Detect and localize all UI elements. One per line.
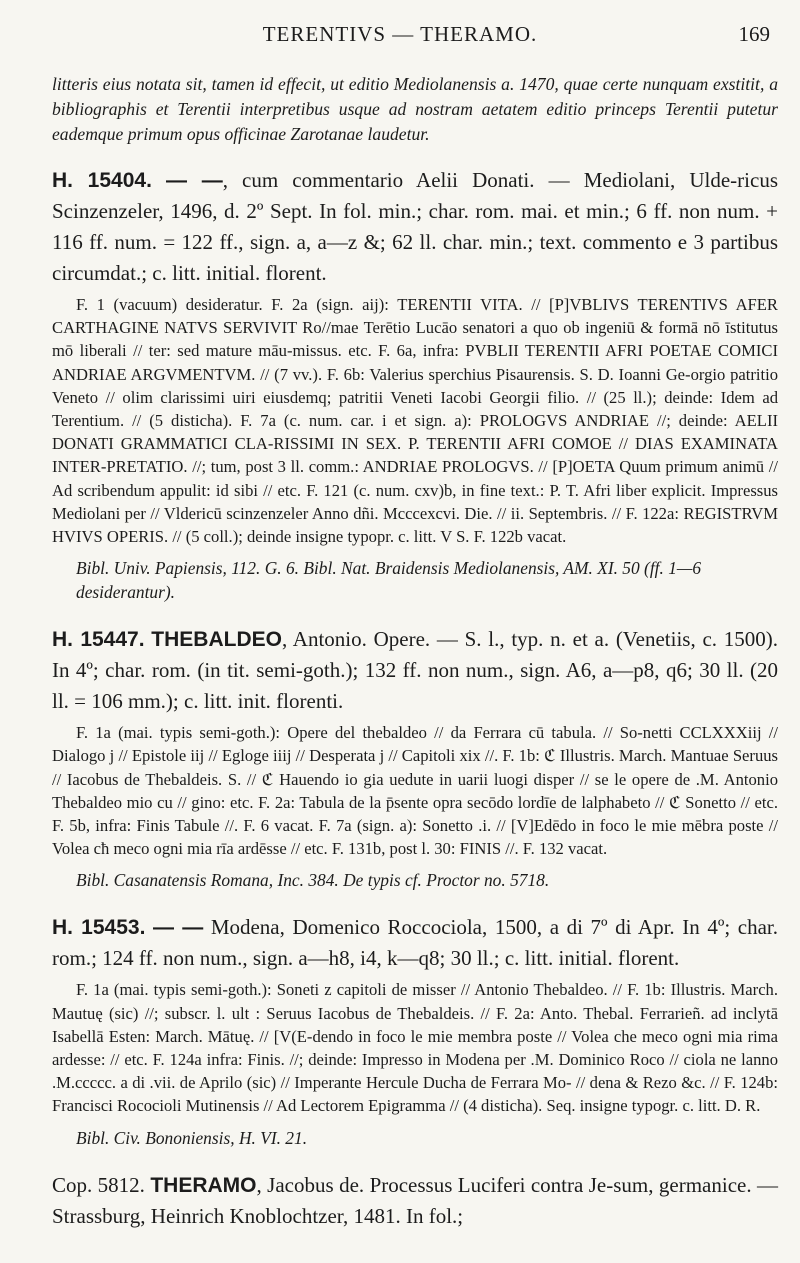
catalog-entry <box>52 912 778 1149</box>
entry-author: — — <box>153 916 204 940</box>
entry-heading <box>52 912 778 974</box>
copinger-entry <box>52 1170 778 1232</box>
running-title: TERENTIVS — THERAMO. <box>262 22 538 46</box>
running-head <box>0 22 800 52</box>
entry-title-text: , Jacobus de. Processus Luciferi contra Je-sum, germanice. — Strassburg, Heinrich Knoblochtzer, 1481. In fol.; <box>52 1172 778 1228</box>
entry-library: Bibl. Univ. Papiensis, 112. G. 6. Bibl. Nat. Braidensis Mediolanensis, AM. XI. 50 (ff. 1—6 desiderantur). <box>76 558 702 603</box>
entry-heading <box>52 624 778 717</box>
catalog-entry <box>52 165 778 604</box>
entry-description: F. 1 (vacuum) desideratur. F. 2a (sign. aij): TERENTII VITA. // [P]VBLIVS TERENTIVS AFER CARTHAGINE NATVS SERVIVIT Ro//mae Terētio Lucāo senatori a quo ob ingeniū & formā nō īstitutus mō liberali // ter: sed mature māu-missus. etc. F. 6a, infra: PVBLII TERENTII AFRI POETAE COMICI ANDRIAE ARGVMENTVM. // (7 vv.). F. 6b: Valerius sperchius Pisaurensis. S. D. Ioanni Ge-orgio patritio Veneto // olim clarissimi uiri eiusdemq; patritii Veneti Iacobi Georgii filio. // (25 ll.); deinde: Idem ad Terentium. // (5 disticha). F. 7a (c. num. car. i et sign. a): PROLOGVS ANDRIAE //; deinde: AELII DONATI GRAMMATICI CLA-RISSIMI IN SEX. P. TERENTII AFRI COMOE // DIAS EXAMINATA INTER-PRETATIO. //; tum, post 3 ll. comm.: ANDRIAE PROLOGVS. // [P]OETA Quum primum animū // Ad scribendum appulit: id sibi // etc. F. 121 (c. num. cxv)b, in fine text.: P. T. Afri liber explicit. Impressus Mediolani per // Vldericū scinzenzeler Anno dñi. Mcccexcvi. Die. // ii. Septembris. // F. 122a: REGISTRVM HVIVS OPERIS. // (5 coll.); deinde insigne typopr. c. litt. V S. F. 122b vacat. <box>52 295 778 547</box>
entry-number: H. 15404. <box>52 169 152 192</box>
entry-author: THEBALDEO <box>151 628 282 652</box>
entry-title-text: , Antonio. Opere. — S. l., typ. n. et a. (Venetiis, c. 1500). In 4º; char. rom. (in tit. semi-goth.); 132 ff. non num., sign. A6, a—p8, q6; 30 ll. (20 ll. = 106 mm.); c. litt. init. florenti. <box>52 627 778 714</box>
intro-paragraph: litteris eius notata sit, tamen id effecit, ut editio Mediolanensis a. 1470, quae certe nunquam exstitit, a bibliographis et Terentii interpretibus usque ad nostram aetatem editio princeps Terentii putetur eademque primum opus officinae Zarotanae laudetur. <box>52 74 778 144</box>
entry-number: H. 15447. <box>52 628 145 652</box>
entry-author: — — <box>166 169 223 192</box>
entry-number: H. 15453. <box>52 916 146 940</box>
entry-heading <box>52 165 778 289</box>
page-number: 169 <box>738 22 770 46</box>
entry-library: Bibl. Civ. Bononiensis, H. VI. 21. <box>76 1127 308 1148</box>
page-body <box>52 72 778 1253</box>
entry-title-text: , cum commentario Aelii Donati. — Mediolani, Ulde-ricus Scinzenzeler, 1496, d. 2º Sept. In fol. min.; char. rom. mai. et min.; 6 ff. non num. + 116 ff. num. = 122 ff., sign. a, a—z &; 62 ll. char. min.; text. commento e 3 partibus circumdat.; c. litt. initial. florent. <box>52 168 778 285</box>
entry-description: F. 1a (mai. typis semi-goth.): Soneti z capitoli de misser // Antonio Thebaldeo. // F. 1b: Illustris. March. Mautuę (sic) //; subscr. l. ult : Seruus Iacobus de Thebaldeis. // F. 2a: Anto. Thebal. Ferrarieñ. ad inclytā Isabellā Esten: March. Mātuę. // [V(E-dendo in foco le mie membra poste // Volea che meco ogni mia rima ardesse: // etc. F. 124a infra: Finis. //; deinde: Impresso in Modena per .M. Dominico Roco // ciola ne lanno .M.ccccc. a di .vii. de Aprilo (sic) // Imperante Hercule Ducha de Ferrara Mo- // dena & Rezo &c. // F. 124b: Francisci Rococioli Mutinensis // Ad Lectorem Epigramma // (4 disticha). Seq. insigne typogr. c. litt. D. R. <box>52 980 778 1116</box>
entry-library: Bibl. Casanatensis Romana, Inc. 384. De typis cf. Proctor no. 5718. <box>76 870 550 891</box>
entry-number: Cop. 5812. <box>52 1172 145 1197</box>
entry-title-text: Modena, Domenico Roccociola, 1500, a di 7º di Apr. In 4º; char. rom.; 124 ff. non num., sign. a—h8, i4, k—q8; 30 ll.; c. litt. initial. florent. <box>52 915 779 971</box>
entry-description: F. 1a (mai. typis semi-goth.): Opere del thebaldeo // da Ferrara cū tabula. // So-netti CCLXXXiij // Dialogo j // Epistole iij // Egloge iiij // Desperata j // Capitoli xix //. F. 1b: ℭ Illustris. March. Mantuae Seruus // Iacobus de Thebaldeis. S. // ℭ Hauendo io gia uedute in uarii luogi disper // se le opere de .M. Antonio Thebaldeo mio cu // gino: etc. F. 2a: Tabula de la p̄sente opra secōdo lordīe de lalphabeto // ℭ Sonetto // etc. F. 5b, infra: Finis Tabule //. F. 6 vacat. F. 7a (sign. a): Sonetto .i. // [V]Edēdo in foco le mie mēbra poste // Volea cħ meco ogni mia rīa ardēsse // etc. F. 131b, post l. 30: FINIS //. F. 132 vacat. <box>52 723 778 859</box>
catalog-entry <box>52 624 778 892</box>
entry-author: THERAMO <box>150 1173 257 1197</box>
